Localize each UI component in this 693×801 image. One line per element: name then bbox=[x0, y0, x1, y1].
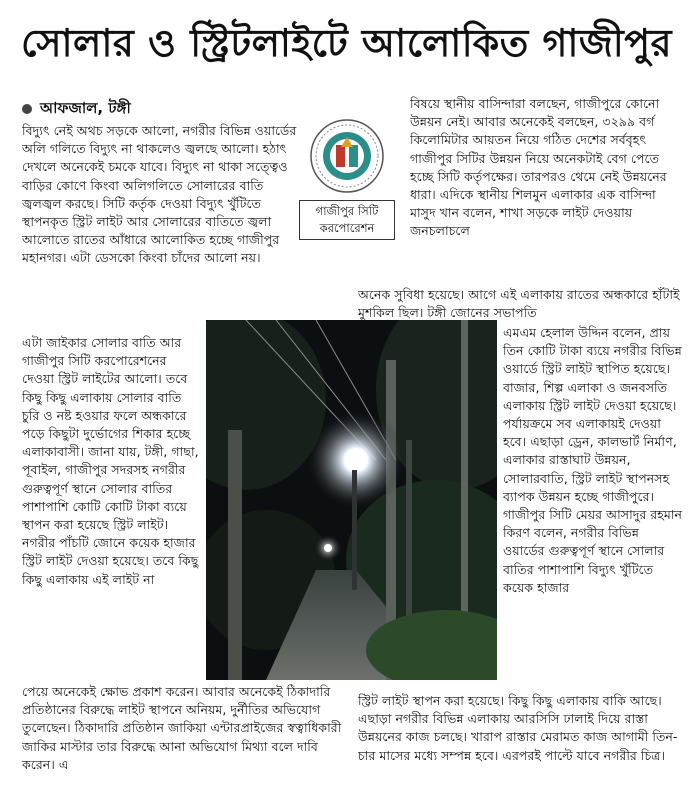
headline: সোলার ও স্ট্রিটলাইটে আলোকিত গাজীপুর bbox=[20, 21, 672, 65]
street-light-image bbox=[206, 320, 497, 680]
paragraph: বিদ্যুৎ নেই অথচ সড়কে আলো, নগরীর বিভিন্ন ওয়ার্ডের অলি গলিতে বিদ্যুৎ না থাকলেও জ্বলছে আলো। হঠাৎ দেখলে অনেকেই চমকে যাবে। বিদ্যুৎ না থাকা সত্ত্বেও বাড়ির কোণে কিংবা অলিগলিতে সোলারের বাতি জ্বলজ্বল করছে। সিটি কর্তৃক দেওয়া বিদ্যুৎ খুঁটিতে স্থাপনকৃত স্ট্রিট লাইট আর সোলারের বাতিতে জ্বলা আলোতে রাতের আঁধারে আলোকিত হচ্ছে গাজীপুর মহানগর। এটা ডেসকো কিংবা চাঁদের আলো নয়। bbox=[22, 123, 297, 266]
column-left-top bbox=[22, 122, 298, 332]
bullet-icon bbox=[22, 104, 32, 114]
column-left-bottom bbox=[22, 683, 344, 791]
logo-caption: গাজীপুর সিটি করপোরেশন bbox=[299, 200, 395, 240]
column-left-mid bbox=[22, 334, 202, 680]
byline bbox=[22, 98, 131, 120]
paragraph: পেয়ে অনেকেই ক্ষোভ প্রকাশ করেন। আবার অনেকেই ঠিকাদারি প্রতিষ্ঠানের বিরুদ্ধে লাইট স্থাপনে অনিয়ম, দুর্নীতির অভিযোগ তুলেছেন। ঠিকাদারি প্রতিষ্ঠান জাকিয়া এন্টারপ্রাইজের স্বত্বাধিকারী জাকির মাস্টার তার বিরুদ্ধে আনা অভিযোগ মিথ্যা বলে দাবি করেন। এ bbox=[22, 684, 342, 772]
paragraph: এটা জাইকার সোলার বাতি আর গাজীপুর সিটি করপোরেশনের দেওয়া স্ট্রিট লাইটের আলো। তবে কিছু কিছু এলাকায় সোলার বাতি চুরি ও নষ্ট হওয়ার ফলে অন্ধকারে পড়ে কিছুটা দুর্ভোগের শিকার হচ্ছে এলাকাবাসী। জানা যায়, টঙ্গী, গাছা, পূবাইল, গাজীপুর সদরসহ নগরীর গুরুত্বপূর্ণ স্থানে সোলার বাতির পাশাপাশি কোটি কোটি টাকা ব্যয়ে স্থাপন করা হয়েছে স্ট্রিট লাইট। নগরীর পাঁচটি জোনে কয়েক হাজার স্ট্রিট লাইট দেওয়া হয়েছে। তবে কিছু কিছু এলাকায় এই লাইট না bbox=[22, 335, 199, 587]
paragraph: এমএম হেলাল উদ্দিন বলেন, প্রায় তিন কোটি টাকা ব্যয়ে নগরীর বিভিন্ন ওয়ার্ডে স্ট্রিট লাইট স্থাপিত হয়েছে। বাজার, শিল্প এলাকা ও জনবসতি এলাকায় স্ট্রিট লাইট দেওয়া হয়েছে। পর্যায়ক্রমে সব এলাকায়ই দেওয়া হবে। এছাড়া ড্রেন, কালভার্ট নির্মাণ, এলাকার রাস্তাঘাট উন্নয়ন, সোলারবাতি, স্ট্রিট লাইট স্থাপনসহ ব্যাপক উন্নয়ন হচ্ছে গাজীপুরে। গাজীপুর সিটি মেয়র আসাদুর রহমান কিরণ বলেন, নগরীর বিভিন্ন ওয়ার্ডের গুরুত্বপূর্ণ স্থানে সোলার বাতির পাশাপাশি বিদ্যুৎ খুঁটিতে কয়েক হাজার bbox=[503, 325, 683, 595]
column-right-mid bbox=[503, 324, 683, 692]
paragraph: বিষয়ে স্থানীয় বাসিন্দারা বলছেন, গাজীপুরে কোনো উন্নয়ন নেই। আবার অনেকেই বলছেন, ৩২৯৯ বর্গ কিলোমিটার আয়তন নিয়ে গঠিত দেশের সর্ববৃহৎ গাজীপুর সিটির উন্নয়ন নিয়ে অনেকটাই বেগ পেতে হচ্ছে সিটি কর্তৃপক্ষের। তারপরও থেমে নেই উন্নয়নের ধারা। এদিকে স্থানীয় শিলমুন এলাকার এক বাসিন্দা মাসুদ খান বলেন, শাখা সড়কে লাইট দেওয়ায় জনচলাচলে bbox=[410, 96, 667, 239]
paragraph: অনেক সুবিধা হয়েছে। আগে এই এলাকায় রাতের অন্ধকারে হাঁটাই মুশকিল ছিল। টঙ্গী জোনের সভাপতি bbox=[358, 287, 680, 321]
column-right-top bbox=[410, 95, 682, 285]
byline-author: আফজাল, টঙ্গী bbox=[40, 98, 131, 117]
paragraph: স্ট্রিট লাইট স্থাপন করা হয়েছে। কিছু কিছু এলাকায় বাকি আছে। এছাড়া নগরীর বিভিন্ন এলাকায় আরসিসি ঢালাই দিয়ে রাস্তা উন্নয়নের কাজ চলছে। খারাপ রাস্তার মেরামত কাজ আগামী তিন-চার মাসের মধ্যে সম্পন্ন হবে। এরপরই পাল্টে যাবে নগরীর চিত্র। bbox=[358, 693, 678, 763]
city-corporation-logo bbox=[299, 116, 395, 196]
column-right-bottom bbox=[358, 692, 682, 792]
column-right-wide bbox=[358, 286, 682, 324]
night-street-photo bbox=[206, 320, 497, 680]
seal-icon bbox=[308, 117, 386, 195]
